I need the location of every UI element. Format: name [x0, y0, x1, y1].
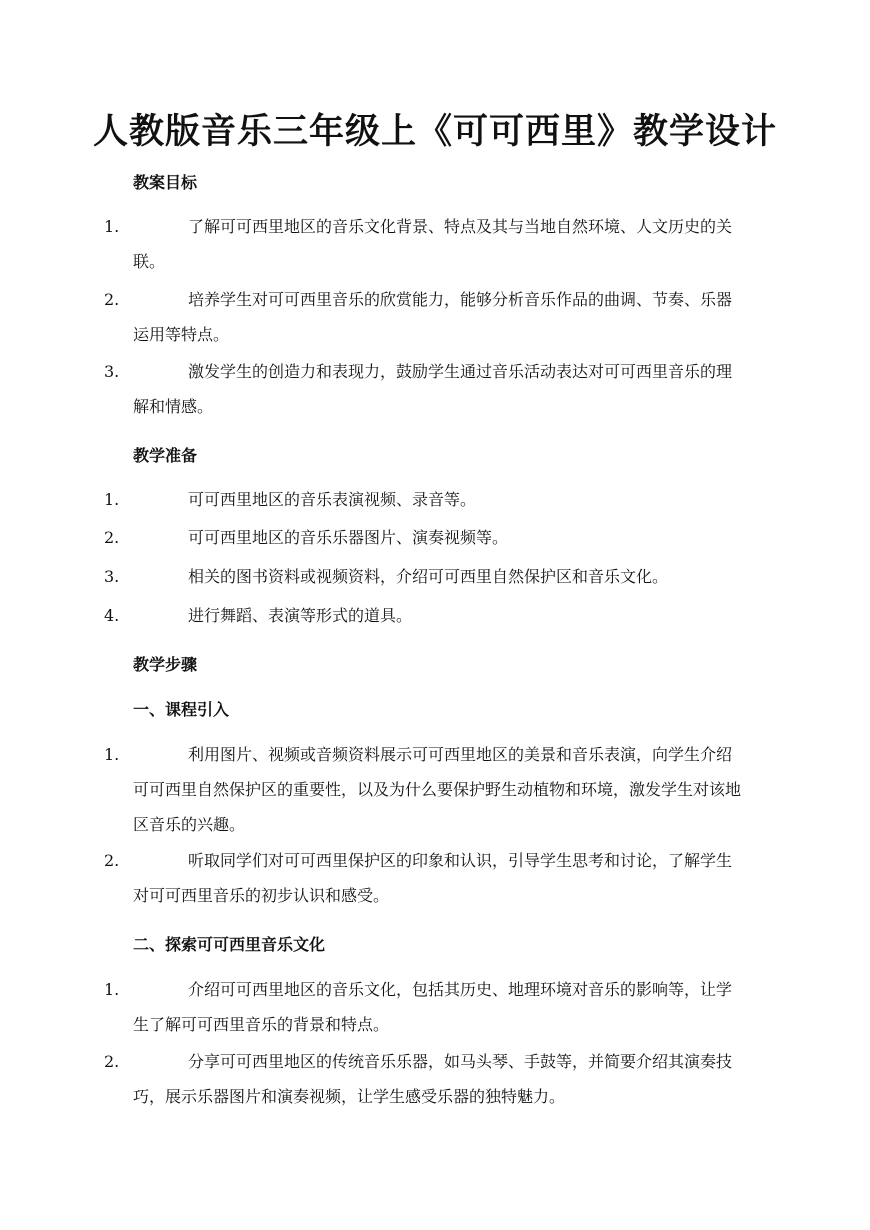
list-text: 可可西里地区的音乐乐器图片、演奏视频等。: [188, 528, 509, 547]
list-number: 3.: [104, 567, 120, 586]
list-text: 相关的图书资料或视频资料，介绍可可西里自然保护区和音乐文化。: [188, 567, 669, 586]
list-text: 可可西里地区的音乐表演视频、录音等。: [188, 490, 477, 509]
list-number: 2.: [104, 290, 120, 309]
section-heading-steps: 教学步骤: [133, 655, 198, 674]
list-number: 1.: [104, 217, 120, 236]
list-item: [104, 843, 744, 913]
list-item: [104, 520, 744, 555]
list-item: [104, 559, 744, 594]
list-number: 2.: [104, 1052, 120, 1071]
list-item: [104, 354, 744, 424]
list-item: [104, 972, 744, 1042]
list-text: 分享可可西里地区的传统音乐乐器，如马头琴、手鼓等，并简要介绍其演奏技巧，展示乐器图片和演奏视频，让学生感受乐器的独特魅力。: [133, 1052, 733, 1106]
section-heading-objectives: 教案目标: [133, 173, 198, 192]
list-text: 利用图片、视频或音频资料展示可可西里地区的美景和音乐表演，向学生介绍可可西里自然保护区的重要性，以及为什么要保护野生动植物和环境，激发学生对该地区音乐的兴趣。: [133, 745, 742, 834]
list-item: [104, 282, 744, 352]
list-item: [104, 737, 744, 842]
list-text: 介绍可可西里地区的音乐文化，包括其历史、地理环境对音乐的影响等，让学生了解可可西里音乐的背景和特点。: [133, 980, 733, 1034]
list-number: 3.: [104, 362, 120, 381]
section-heading-explore: 二、探索可可西里音乐文化: [133, 935, 326, 954]
list-text: 培养学生对可可西里音乐的欣赏能力，能够分析音乐作品的曲调、节奏、乐器运用等特点。: [133, 290, 733, 344]
list-number: 2.: [104, 528, 120, 547]
document-title: 人教版音乐三年级上《可可西里》教学设计: [92, 112, 777, 152]
list-number: 4.: [104, 606, 120, 625]
list-number: 1.: [104, 980, 120, 999]
list-number: 2.: [104, 851, 120, 870]
list-text: 了解可可西里地区的音乐文化背景、特点及其与当地自然环境、人文历史的关联。: [133, 217, 733, 271]
list-item: [104, 209, 744, 279]
list-text: 听取同学们对可可西里保护区的印象和认识，引导学生思考和讨论，了解学生对可可西里音乐的初步认识和感受。: [133, 851, 733, 905]
list-item: [104, 598, 744, 633]
list-number: 1.: [104, 490, 120, 509]
list-text: 进行舞蹈、表演等形式的道具。: [188, 606, 413, 625]
list-text: 激发学生的创造力和表现力，鼓励学生通过音乐活动表达对可可西里音乐的理解和情感。: [133, 362, 733, 416]
list-item: [104, 1044, 744, 1114]
section-heading-intro: 一、课程引入: [133, 700, 230, 719]
list-item: [104, 482, 744, 517]
section-heading-preparation: 教学准备: [133, 446, 198, 465]
list-number: 1.: [104, 745, 120, 764]
